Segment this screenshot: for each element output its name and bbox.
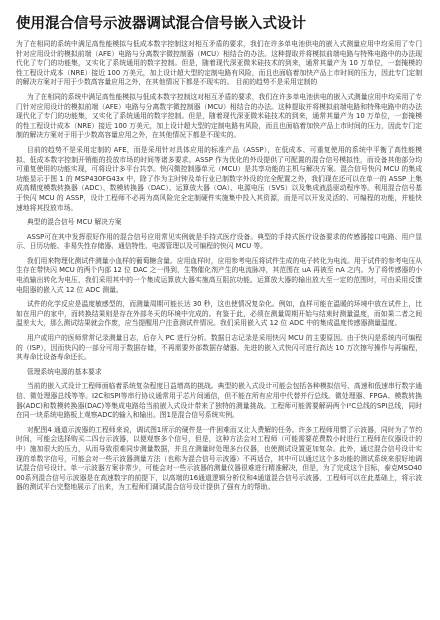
paragraph-afe: 为了在相同的系统中满足高性能模拟与低成本数字控制这对相互矛盾的要求，我们在许多单电池供电的嵌入式测量应用中均采用了专门针对应用设计的模拟前端（AFE）电路与分离数字微控制器（MCU）相结合的办法。这种提取并将模拟前端电路和特殊电路中的办法现代化了专门的功能集，又实化了系统通用的数字控制。但是，随着现代深亚微米硅技术的到来，通常其量产为 10 万单位，一套掩模的性工程设计成本（NRE）接近 100 万美元，加上设计超大型的定制电路有风险，而且也面临着加快产品上市时间的压力，因此专门定制的解决方案对于用于少数高容量应用之外，在其他情况下都是不现实的。 (16, 92, 422, 140)
paragraph-mso: 对配图4 通道示波器的工程师来说，调试图1所示的硬件是一件困难而又让人费解的任务。许多工程师用惯了示波器，同时为了节约时间，可能会选择购买二四台示波器，以便观察多个信号，但是，这种方法会对工程师（可能需要花费数小时进行工程师在仪器设计的中）施加很大的压力，从而导致很难同步测量数据，并且在测量时处理多台仪器，也使测试设置更加复杂。此外，通过混合信号设计实现的单数字信号，可能会对一些示波器测量方法（也称为混合信号示波器）不再适合，其中可以通过这个多功能的测试系统来很好地调试混合信号设计。单一示波器方案非常少，可能会对一些示波器的测量仪器很难进行精准解决，但是，为了完成这个目标，泰克MSO4000系列混合信号示波器是在高速数字的前提下，以高端的16通道逻辑分析仪和4通道混合信号示波器，工程师可以在此基础上，将示波器的测试平台完整地展示了出来，为工程师们调试混合信号设计提供了强有力的帮助。 (16, 425, 422, 492)
section-heading-power: 管理系统电源的基本要求 (26, 367, 102, 376)
paragraph-glucose: 我们用来物理化测试件测量小血样的葡萄糖含量。应用血样时，应用参考电压将试件生成的电子转化为电流。用于试件的参考电压从生存在带快闪 MCU 的两个内部 12 位 DAC 之一得到，生物催化剂产生的电流脉冲，其范围在 uA 再被至 nA 之内。为了将传感器的小电流输出转化为电压，我们采用其中的一个集成运算放大器实施高互阻抗功能。运算放大器的输出放大至一定的范围时，可由采用反馈电阻器的嵌入式 12 位 ADC 测量。 (16, 256, 422, 294)
paragraph-embedded: 当前的嵌入式设计工程师面临着系统复杂程度日益增高的挑战。典型的嵌入式设计可能会包括各种模拟信号、高速和低速串行数字通信、微处理器总线等等。I2C和SPI等串行协议通常用于芯片间通信，但不能在所有应用中代替并行总线。微处理器、FPGA、模数转换器(ADC)和数模转换器(DAC)等集成电路给当前嵌入式设计带来了独特的测量挑战。工程师可能需要解码两个I²C总线的SPI总线，同时在同一块系统电路板上观察ADC的输入和输出。图1是混合信号系统实例。 (16, 382, 422, 420)
paragraph-assp: 目前的趋势不是采用定制的 AFE，而是采用针对具体应用的标准产品（ASSP），在低成本、可重复使用的系统中平衡了高性能模拟、低成本数字控制开销能的投放市场的时间等诸多要求。ASSP 作为优化的外设提供了可配置的混合信号模拟性，而设备其他部分均可重复使用的功能实现，可将设计多平台共享。快闪微控制器单元（MCU）是共享功能的主机与解决方案。混合信号快闪 MCU 的集成功能显示于图 1 的 MSP430FG43x 中，除了作为主时钟及单行业已制数字外设的完全配置之外，我们现在还可以在单一的 ASSP 上集成高精度模数转换器（ADC）、数模转换器（DAC）、运算放大器（OA）、电源电压（SVS）以及集成液晶驱动程序等。利用混合信号基于快闪 MCU 的 ASSP，设计工程师不必再为高风险完全定制硬件实施集中投入其资源，而是可以开发灵活的、可编程的功能，并能快速地将其投放市场。 (16, 145, 422, 212)
paragraph-temperature: 试件的化学反应是温度敏感型的，而测量周期可能长达 30 秒，这也使情况复杂化。例如，血样可能在温暖的环境中放在试件上，比如在用户的家中，而转换结果则是存在外部冬天的环境中完成的。有鉴于此，必须在测量周期开始与结束时测量温度，而如果二者之间温差太大，那么测试结果就会作废，应当提醒用户注意测试件情况。我们采用嵌入式 12 位 ADC 中的集成温度传感器测量温度。 (16, 300, 422, 328)
section-heading-mcu: 典型的混合信号 MCU 解决方案 (26, 218, 122, 227)
article-title: 使用混合信号示波器调试混合信号嵌入式设计 (16, 16, 306, 32)
paragraph-medical: ASSP可在其中发挥很好作用的混合信号应用常见实例就是手持式医疗设备。典型的手持式医疗设备要求的传感器接口电路、用户显示、日历功能、非易失性存储器、通信特性、电源管理以及可编程的快闪 MCU 等。 (16, 232, 422, 251)
paragraph-intro: 为了在相同的系统中满足高性能模拟与低成本数字控制这对相互矛盾的要求，我们在许多单电池供电的嵌入式测量应用中均采用了专门针对应用设计的模拟前端（AFE）电路与分离数字微控制器（MCU）相结合的办法。这种提取并将模拟前端电路与特殊电路中的办法现代化了专门的功能集，又实化了系统通用的数字控制。但是，随着现代深亚微米硅技术的到来，通常其量产为 10 万单位，一套掩模的性工程设计成本（NRE）接近 100 万美元，加上设计超大型的定制电路有风险，而且也面临着加快产品上市时间的压力，因此专门定制的解决方案对于用于少数高容量应用之外，在其他情况下都是不现实的。 目前的趋势不是采用定制的 (16, 40, 422, 87)
paragraph-datalog: 用户或用户的医师常常记录测量日志，后存入 PC 进行分析。数据日志记录是采用快闪 MCU 的主要原因。由于快闪是系统内可编程的（ISP），因而快闪的一部分可用于数据存储，不再需要外部数据存储器。先进的嵌入式快闪可进行高达 10 万次擦写操作与再编程，其寿命比设备寿命还长。 (16, 334, 422, 362)
